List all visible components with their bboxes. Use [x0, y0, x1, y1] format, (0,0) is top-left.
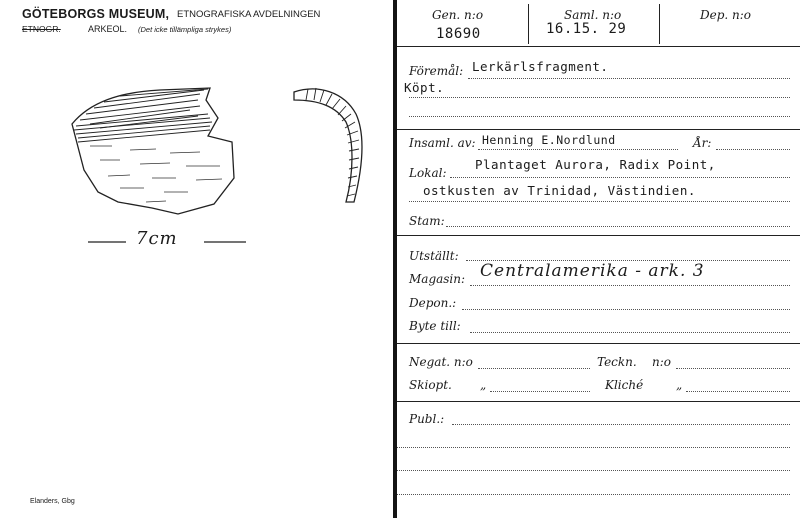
lokal-dots-2	[409, 201, 790, 202]
column-separator	[528, 4, 529, 44]
skiopt-label: Skiopt.	[409, 378, 452, 392]
lokal-label: Lokal:	[409, 166, 447, 180]
header-rule	[397, 46, 800, 47]
foremal-dots	[468, 78, 790, 79]
museum-name: GÖTEBORGS MUSEUM,	[22, 7, 170, 21]
publ-dots-3	[397, 470, 790, 471]
gen-label: Gen. n:o	[432, 8, 484, 22]
teckn-label: Teckn.	[597, 355, 637, 369]
sherd-sketch	[60, 80, 240, 220]
kliche-label: Kliché	[605, 378, 644, 392]
section-rule	[397, 401, 800, 402]
strike-note: (Det icke tillämpliga strykes)	[138, 25, 232, 34]
publ-dots-4	[397, 494, 790, 495]
lokal-value-1: Plantaget Aurora, Radix Point,	[475, 157, 716, 172]
publ-label: Publ.:	[409, 412, 445, 426]
foremal-dots-2	[409, 97, 790, 98]
insaml-label: Insaml. av:	[409, 136, 476, 150]
saml-value: 16.15. 29	[546, 21, 627, 37]
section-rule	[397, 343, 800, 344]
byte-dots	[470, 332, 790, 333]
kliche-dots	[686, 391, 790, 392]
insaml-value: Henning E.Nordlund	[482, 133, 616, 147]
magasin-label: Magasin:	[409, 272, 466, 286]
section-rule	[397, 235, 800, 236]
dep-label: Dep. n:o	[700, 8, 752, 22]
stam-dots	[446, 226, 790, 227]
publ-dots-2	[397, 447, 790, 448]
section-rule	[397, 129, 800, 130]
negat-dots	[478, 368, 590, 369]
ar-dots	[716, 149, 790, 150]
utstallt-label: Utställt:	[409, 249, 459, 263]
scale-label: 7cm	[136, 228, 178, 249]
magasin-dots	[470, 285, 790, 286]
saml-label: Saml. n:o	[564, 8, 622, 22]
depon-label: Depon.:	[409, 296, 457, 310]
lokal-value-2: ostkusten av Trinidad, Västindien.	[423, 183, 696, 198]
skiopt-ditto: „	[480, 378, 487, 392]
stam-label: Stam:	[409, 214, 445, 228]
negat-label: Negat. n:o	[409, 355, 473, 369]
ar-label: År:	[693, 136, 712, 150]
etnogr-label: ETNOGR.	[22, 24, 61, 34]
magasin-value: Centralamerika - ark. 3	[480, 261, 705, 281]
teckn-dots	[676, 368, 790, 369]
card-divider	[393, 0, 397, 518]
arkeol-label: ARKEOL.	[88, 24, 128, 34]
skiopt-dots	[490, 391, 590, 392]
printer-credit: Elanders, Gbg	[30, 498, 75, 505]
gen-value: 18690	[436, 26, 481, 42]
byte-label: Byte till:	[409, 319, 461, 333]
foremal-value-2: Köpt.	[404, 80, 445, 95]
publ-dots	[452, 424, 790, 425]
foremal-dots-3	[409, 116, 790, 117]
lokal-dots	[450, 177, 790, 178]
foremal-label: Föremål:	[409, 64, 464, 78]
column-separator	[659, 4, 660, 44]
profile-sketch	[288, 84, 368, 204]
insaml-dots	[478, 149, 678, 150]
foremal-value: Lerkärlsfragment.	[472, 59, 609, 74]
department-name: ETNOGRAFISKA AVDELNINGEN	[177, 9, 321, 20]
teckn-no-label: n:o	[652, 355, 671, 369]
depon-dots	[462, 309, 790, 310]
kliche-ditto: „	[676, 378, 683, 392]
